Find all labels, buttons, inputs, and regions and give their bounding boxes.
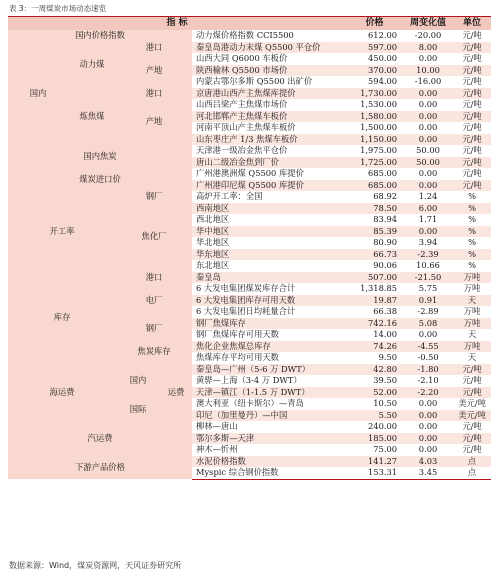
category-coking-coal: 炼焦煤 [68, 88, 116, 146]
row-name: 河南平顶山产主焦煤车板价 [196, 122, 296, 132]
row-price: 1,580.00 [346, 111, 403, 123]
row-unit: % [453, 249, 491, 261]
row-price: 1,150.00 [346, 134, 403, 146]
row-unit: 元/吨 [453, 42, 491, 54]
row-name: 高炉开工率：全国 [196, 191, 263, 201]
row-name: 黄骅—上海（3-4 万 DWT） [196, 375, 302, 385]
row-price: 39.50 [373, 375, 398, 385]
row-name: 钢厂焦煤库存 [192, 318, 346, 330]
row-price: 1,730.00 [346, 88, 403, 100]
row-name: 秦皇岛 [192, 272, 346, 284]
row-name: 东北地区 [196, 260, 230, 270]
row-price: 240.00 [368, 421, 398, 431]
row-change: 0.00 [403, 180, 453, 192]
row-name: 鄂尔多斯—天津 [192, 433, 346, 445]
row-unit: 元/吨 [462, 145, 482, 155]
row-price: 42.80 [346, 364, 403, 376]
table-caption: 表 3：一周煤炭市场动态速览 [9, 4, 107, 13]
subcategory-power-plant: 电厂 [116, 283, 192, 318]
subcategory-port: 港口 [116, 272, 192, 284]
table-row [8, 30, 491, 42]
row-name: 焦化企业焦煤总库存 [192, 341, 346, 353]
row-unit: 元/吨 [453, 433, 491, 445]
row-unit: 元/吨 [462, 76, 482, 86]
category-coal-import: 煤炭进口价 [8, 168, 192, 191]
row-unit: 元/吨 [453, 387, 491, 399]
row-price: 370.00 [346, 65, 403, 77]
row-unit: 元/吨 [453, 180, 491, 192]
row-unit: 天 [467, 352, 477, 362]
header-price: 价格 [346, 17, 403, 30]
row-name: 天津港一级冶金焦平仓价 [196, 145, 288, 155]
row-unit: % [468, 237, 476, 247]
row-change: -21.50 [403, 272, 453, 284]
row-change: -4.55 [403, 341, 453, 353]
row-change: 0.91 [403, 295, 453, 307]
table-row [8, 88, 491, 100]
row-name: 华北地区 [196, 237, 230, 247]
header-change: 周变化值 [403, 17, 453, 30]
row-name: 唐山二级冶金焦到厂价 [192, 157, 346, 169]
coal-market-table [8, 17, 491, 480]
row-name: 澳大利亚（纽卡斯尔）—青岛 [196, 398, 304, 408]
row-unit: % [468, 191, 476, 201]
category-price-index: 国内价格指数 [8, 30, 192, 42]
table-row [8, 272, 491, 284]
row-change: 0.00 [418, 99, 438, 109]
row-unit: 万吨 [453, 341, 491, 353]
row-change: 0.00 [418, 421, 438, 431]
row-unit: % [453, 203, 491, 215]
row-unit: 元/吨 [462, 99, 482, 109]
row-name: 动力煤价格指数 CCI5500 [196, 30, 294, 40]
row-change: 10.00 [403, 65, 453, 77]
row-name: 钢厂焦煤库存可用天数 [196, 329, 279, 339]
subcategory-steel-mill: 钢厂 [116, 318, 192, 341]
row-name: 秦皇岛港动力末煤 Q5500 平仓价 [192, 42, 346, 54]
row-name: 天津—镇江（1-1.5 万 DWT） [192, 387, 346, 399]
row-price: 9.50 [378, 352, 398, 362]
row-name: 京唐港山西产主焦煤库提价 [192, 88, 346, 100]
row-name: 内蒙古鄂尔多斯 Q5500 出矿价 [196, 76, 313, 86]
category-domestic-coke: 国内焦炭 [8, 145, 192, 168]
row-price: 80.90 [373, 237, 398, 247]
row-price: 1,975.00 [360, 145, 398, 155]
row-price: 85.39 [346, 226, 403, 238]
row-change: 4.03 [403, 456, 453, 468]
row-price: 68.92 [373, 191, 398, 201]
row-change: 0.00 [403, 226, 453, 238]
header-unit: 单位 [453, 17, 491, 30]
category-sea-freight: 海运费 [8, 364, 116, 422]
row-unit: 点 [453, 467, 491, 479]
row-change: 50.00 [403, 157, 453, 169]
row-name: 神木—忻州 [196, 444, 238, 454]
row-unit: 元/吨 [453, 111, 491, 123]
row-unit: 元/吨 [453, 134, 491, 146]
row-unit: 天 [467, 329, 477, 339]
row-change: 0.00 [418, 444, 438, 454]
row-unit: 元/吨 [462, 122, 482, 132]
row-change: 5.75 [418, 283, 438, 293]
row-unit: 元/吨 [462, 421, 482, 431]
row-name: 焦煤库存平均可用天数 [196, 352, 279, 362]
row-price: 1,725.00 [346, 157, 403, 169]
category-downstream-prices: 下游产品价格 [8, 456, 192, 480]
row-change: 0.00 [403, 410, 453, 422]
row-unit: 万吨 [453, 272, 491, 284]
row-price: 83.94 [373, 214, 398, 224]
row-change: 50.00 [416, 145, 440, 155]
table-row [8, 191, 491, 203]
row-change: -2.10 [417, 375, 439, 385]
subcategory-port: 港口 [116, 42, 192, 54]
row-unit: 万吨 [453, 318, 491, 330]
row-change: 1.71 [418, 214, 438, 224]
row-price: 75.00 [373, 444, 398, 454]
category-domestic: 国内 [8, 42, 68, 146]
row-change: 0.00 [403, 134, 453, 146]
row-change: 8.00 [403, 42, 453, 54]
row-unit: 元/吨 [462, 168, 482, 178]
row-change: 0.00 [418, 53, 438, 63]
row-name: 河北邯郸产主焦煤车板价 [192, 111, 346, 123]
row-name: 6 大发电集团煤炭库存合计 [196, 283, 296, 293]
row-price: 450.00 [368, 53, 398, 63]
row-price: 153.31 [346, 467, 403, 479]
category-thermal-coal: 动力煤 [68, 42, 116, 88]
row-name: 西北地区 [196, 214, 230, 224]
row-unit: 元/吨 [462, 444, 482, 454]
row-change: -2.20 [403, 387, 453, 399]
row-price: 90.06 [373, 260, 398, 270]
row-change: 0.00 [403, 111, 453, 123]
row-name: 广州港印尼煤 Q5500 库提价 [192, 180, 346, 192]
row-unit: % [468, 260, 476, 270]
category-operating-rate: 开工率 [8, 191, 116, 272]
row-unit: 天 [453, 295, 491, 307]
subcategory-steel-mill: 钢厂 [116, 191, 192, 203]
row-price: 141.27 [346, 456, 403, 468]
row-name: 华中地区 [192, 226, 346, 238]
row-name: 山西吕梁产主焦煤市场价 [196, 99, 288, 109]
row-price: 1,500.00 [360, 122, 398, 132]
row-change: -2.89 [417, 306, 439, 316]
row-price: 612.00 [368, 30, 398, 40]
subcategory-origin: 产地 [116, 99, 192, 145]
row-name: 广州港澳洲煤 Q5500 库提价 [196, 168, 304, 178]
subcategory-domestic: 国内 [116, 364, 160, 399]
row-price: 185.00 [346, 433, 403, 445]
row-unit: 元/吨 [462, 30, 482, 40]
row-name: 6 大发电集团库存可用天数 [192, 295, 346, 307]
row-price: 594.00 [368, 76, 398, 86]
row-name: Myspic 综合钢价指数 [192, 467, 346, 479]
row-change: -20.00 [414, 30, 442, 40]
row-unit: % [468, 214, 476, 224]
row-price: 66.38 [373, 306, 398, 316]
row-price: 685.00 [346, 180, 403, 192]
row-change: 0.00 [418, 168, 438, 178]
row-price: 19.87 [346, 295, 403, 307]
row-name: 6 大发电集团日均耗量合计 [196, 306, 296, 316]
row-unit: 元/吨 [462, 375, 482, 385]
row-change: -1.80 [403, 364, 453, 376]
row-unit: 元/吨 [453, 364, 491, 376]
row-change: -2.39 [403, 249, 453, 261]
row-change: -0.50 [417, 352, 439, 362]
row-price: 685.00 [368, 168, 398, 178]
row-change: 0.00 [418, 122, 438, 132]
subcategory-port: 港口 [116, 88, 192, 100]
table-row [8, 145, 491, 157]
table-row [8, 456, 491, 468]
row-name: 陕西榆林 Q5500 市场价 [192, 65, 346, 77]
row-change: 1.24 [418, 191, 438, 201]
subcategory-international: 国际 [116, 398, 160, 421]
category-inventory: 库存 [8, 272, 116, 364]
row-unit: 美元/吨 [458, 398, 486, 408]
row-change: -16.00 [414, 76, 442, 86]
row-name: 秦皇岛—广州（5-6 万 DWT） [192, 364, 346, 376]
row-name: 西南地区 [192, 203, 346, 215]
row-name: 印尼（加里曼丹）—中国 [192, 410, 346, 422]
row-change: 3.94 [418, 237, 438, 247]
row-price: 74.26 [346, 341, 403, 353]
row-unit: % [453, 226, 491, 238]
row-price: 52.00 [346, 387, 403, 399]
row-unit: 点 [453, 456, 491, 468]
table-row [8, 364, 491, 376]
source-note: 数据来源：Wind，煤炭资源网，天风证券研究所 [9, 561, 182, 570]
row-price: 66.73 [346, 249, 403, 261]
row-price: 742.16 [346, 318, 403, 330]
row-price: 5.50 [346, 410, 403, 422]
row-price: 507.00 [346, 272, 403, 284]
row-price: 1,530.00 [360, 99, 398, 109]
row-unit: 万吨 [463, 283, 481, 293]
row-change: 10.66 [416, 260, 440, 270]
row-price: 597.00 [346, 42, 403, 54]
row-price: 14.00 [373, 329, 398, 339]
row-unit: 元/吨 [453, 157, 491, 169]
subcategory-coke-inventory: 焦炭库存 [116, 341, 192, 364]
row-unit: 万吨 [463, 306, 481, 316]
row-name: 山东枣庄产 1/3 焦煤车板价 [192, 134, 346, 146]
row-price: 78.50 [346, 203, 403, 215]
category-truck-freight: 汽运费 [8, 421, 192, 456]
row-change: 0.00 [403, 88, 453, 100]
row-change: 6.00 [403, 203, 453, 215]
row-unit: 元/吨 [453, 65, 491, 77]
row-unit: 美元/吨 [453, 410, 491, 422]
row-name: 华东地区 [192, 249, 346, 261]
row-price: 1,318.85 [360, 283, 398, 293]
row-name: 柳林—唐山 [196, 421, 238, 431]
row-price: 10.50 [373, 398, 398, 408]
subcategory-coking-plant: 焦化厂 [116, 203, 192, 272]
row-change: 0.00 [403, 433, 453, 445]
header-row [8, 17, 491, 30]
row-change: 0.00 [418, 398, 438, 408]
row-unit: 元/吨 [453, 88, 491, 100]
row-name: 水泥价格指数 [192, 456, 346, 468]
row-unit: 元/吨 [462, 53, 482, 63]
row-name: 山西大同 Q6000 车板价 [196, 53, 288, 63]
table-row [8, 42, 491, 54]
table-row [8, 421, 491, 433]
subcategory-origin: 产地 [116, 53, 192, 88]
table-row [8, 168, 491, 180]
row-change: 5.08 [403, 318, 453, 330]
header-indicator: 指 标 [8, 17, 346, 30]
subcategory-freight: 运费 [160, 364, 192, 422]
row-change: 0.00 [418, 329, 438, 339]
row-change: 3.45 [403, 467, 453, 479]
